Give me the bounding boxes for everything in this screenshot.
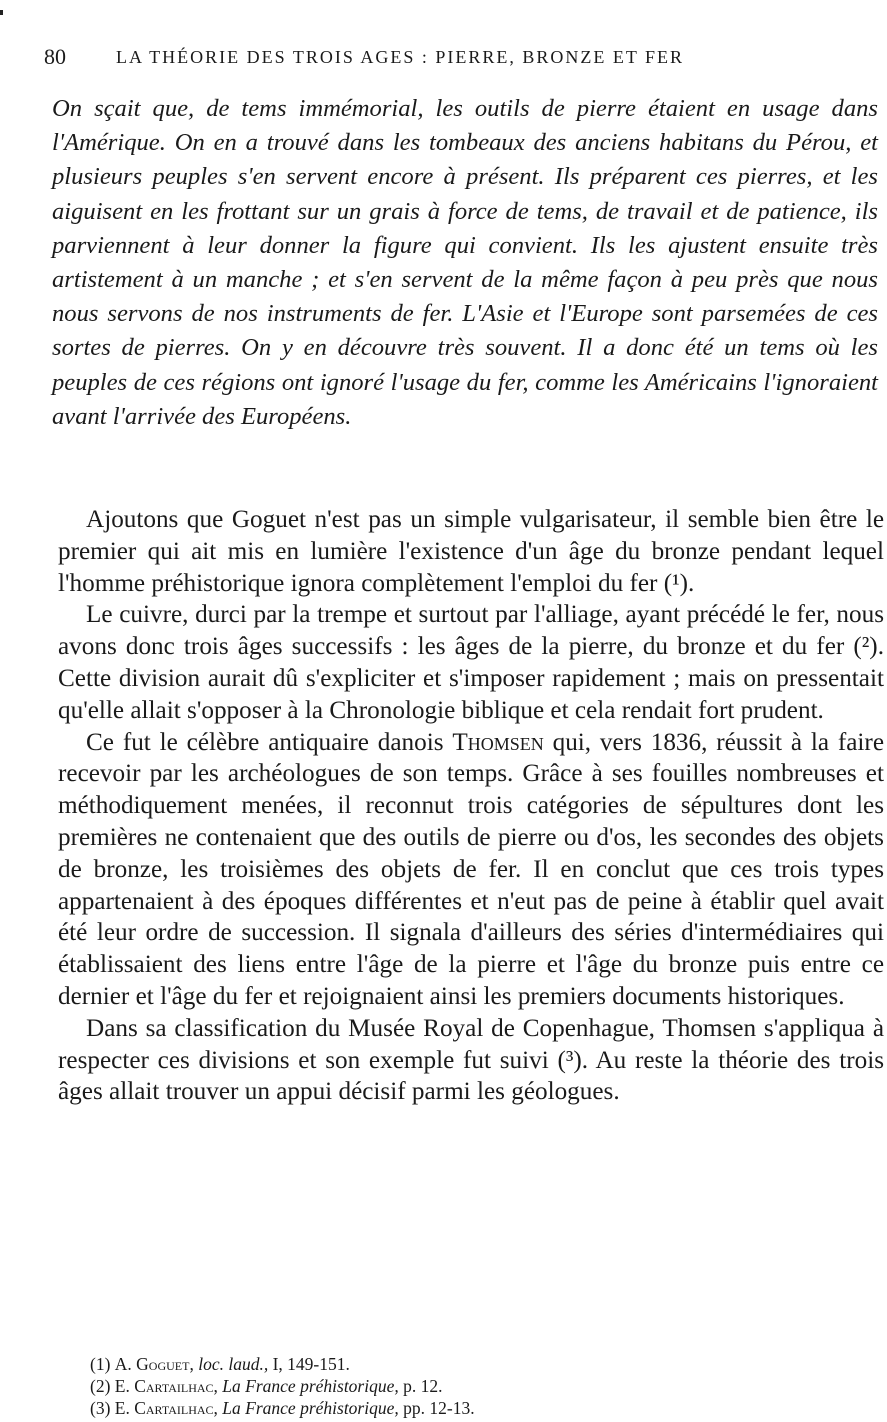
paragraph-goguet: Ajoutons que Goguet n'est pas un simple vulgarisateur, il semble bien être le premier qui ait mis en lumière l'existence d'un âge du bronze pendant lequel l'homme préhistorique ignora complètement l'emploi du fer (¹). [58, 506, 884, 597]
running-title: LA THÉORIE DES TROIS AGES : PIERRE, BRONZE ET FER [116, 47, 685, 67]
footnote-ref: p. 12. [403, 1376, 443, 1396]
author-name-thomsen: Thomsen [452, 728, 544, 756]
footnote-author: A. Goguet, [114, 1354, 194, 1374]
footnote-mark: (3) [90, 1398, 111, 1418]
footnote-mark: (1) [90, 1354, 111, 1374]
paragraph-thomsen-start: Ce fut le célèbre antiquaire danois [86, 728, 444, 756]
paragraph-thomsen [58, 727, 884, 1013]
footnote-mark: (2) [90, 1376, 111, 1396]
paragraph-thomsen-rest: qui, vers 1836, réussit à la faire recevoir par les archéologues de son temps. Grâce à ses fouilles nombreuses et méthodiquement menées, il reconnut trois catégories de sépultures dont les premières ne contenaient que des outils de pierre ou d'os, les secondes des objets de bronze, les troisièmes des objets de fer. Il en conclut que ces trois types appartenaient à des époques différentes et n'eut pas de peine à établir quel avait été leur ordre de succession. Il signala d'ailleurs des séries d'intermédiaires qui établissaient des liens entre l'âge de la pierre et l'âge du bronze puis entre ce dernier et l'âge du fer et rejoignaient ainsi les premiers documents historiques. [58, 728, 885, 1010]
footnote [90, 1375, 870, 1397]
running-header [44, 44, 864, 74]
paragraph-three-ages: Le cuivre, durci par la trempe et surtout par l'alliage, ayant précédé le fer, nous avons donc trois âges successifs : les âges de la pierre, du bronze et du fer (²). Cette division aurait dû s'expliciter et s'imposer rapidement ; mais on pressentait qu'elle allait s'opposer à la Chronologie biblique et cela rendait fort prudent. [58, 601, 884, 724]
footnote-work: loc. laud., [198, 1354, 269, 1374]
main-text [58, 504, 884, 1108]
footnote-work: La France préhistorique, [222, 1376, 399, 1396]
footnote-author: E. Cartailhac, [114, 1376, 218, 1396]
footnote-author: E. Cartailhac, [114, 1398, 218, 1418]
page-edge-mark [0, 10, 3, 15]
footnotes [90, 1353, 870, 1419]
page-number: 80 [44, 44, 66, 69]
footnote-ref: I, 149-151. [272, 1354, 350, 1374]
footnote [90, 1353, 870, 1375]
paragraph-copenhagen: Dans sa classification du Musée Royal de Copenhague, Thomsen s'appliqua à respecter ces divisions et son exemple fut suivi (³). Au reste la théorie des trois âges allait trouver un appui décisif parmi les géologues. [58, 1014, 884, 1106]
footnote-ref: pp. 12-13. [403, 1398, 475, 1418]
footnote [90, 1397, 870, 1419]
footnote-work: La France préhistorique, [222, 1398, 399, 1418]
quoted-passage: On sçait que, de tems immémorial, les outils de pierre étaient en usage dans l'Amérique. On en a trouvé dans les tombeaux des anciens habitans du Pérou, et plusieurs peuples s'en servent encore à présent. Ils préparent ces pierres, et les aiguisent en les frottant sur un grais à force de tems, de travail et de patience, ils parviennent à leur donner la figure qui convient. Ils les ajustent ensuite très artistement à un manche ; et s'en servent de la même façon à peu près que nous nous servons de nos instruments de fer. L'Asie et l'Europe sont parsemées de ces sortes de pierres. On y en découvre très souvent. Il a donc été un tems où les peuples de ces régions ont ignoré l'usage du fer, comme les Américains l'ignoraient avant l'arrivée des Européens. [52, 95, 878, 430]
